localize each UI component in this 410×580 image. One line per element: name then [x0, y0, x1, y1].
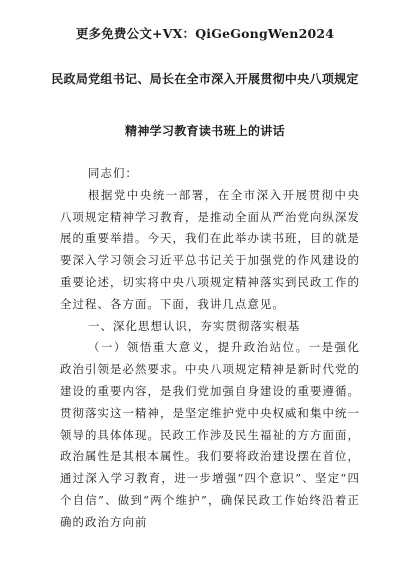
paragraph-intro: 根据党中央统一部署，在全市深入开展贯彻中央八项规定精神学习教育，是推动全面从严治党向纵深发展的重要举措。今天，我们在此举办读书班，目的就是要深入学习领会习近平总书记关于加强党的作风建设的重要论述，切实将中央八项规定精神落实到民政工作的全过程、各方面。下面，我讲几点意见。	[60, 187, 360, 311]
document-title-line-2: 精神学习教育读书班上的讲话	[125, 124, 285, 138]
watermark-text: 更多免费公文+VX：QiGeGongWen2024	[75, 26, 335, 41]
salutation: 同志们：	[88, 166, 138, 180]
section-heading-1: 一、深化思想认识，夯实贯彻落实根基	[88, 318, 301, 333]
document-body	[60, 163, 360, 534]
document-title-line-1: 民政局党组书记、局长在全市深入开展贯彻中央八项规定	[51, 72, 359, 86]
paragraph-section-1-1: （一）领悟重大意义，提升政治站位。一是强化政治引领是必然要求。中央八项规定精神是新时代党的建设的重要内容，是我们党加强自身建设的重要遵循。贯彻落实这一精神，是坚定维护党中央权威和集中统一领导的具体体现。民政工作涉及民生福祉的方方面面，政治属性是其根本属性。我们要将政治建设摆在首位，通过深入学习教育，进一步增强“四个意识”、坚定“四个自信”、做到“两个维护”，确保民政工作始终沿着正确的政治方向前	[60, 340, 360, 529]
